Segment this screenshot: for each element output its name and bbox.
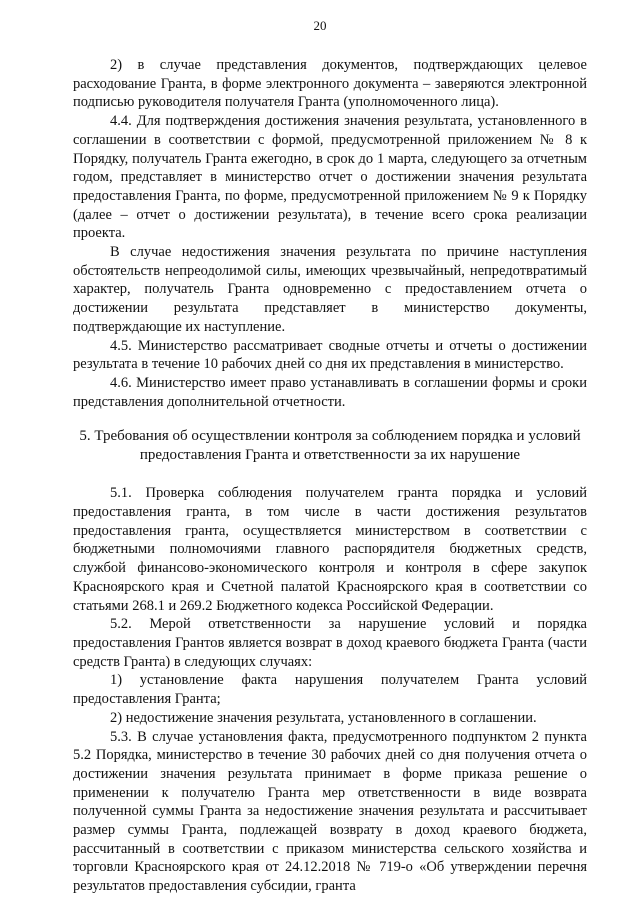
paragraph-force-majeure: В случае недостижения значения результата по причине наступления обстоятельств непреодолимой силы, имеющих чрезвычайный, непредотвратимый характер, получатель Гранта одновременно с предоставлением отчета о достижении результата представляет в министерство документы, подтверждающие их наступление. <box>73 244 587 335</box>
paragraph-5-3: 5.3. В случае установления факта, предусмотренного подпунктом 2 пункта 5.2 Порядка, министерство в течение 30 рабочих дней со дня получения отчета о достижении значения результата принимает в форме приказа решение о применении к получателю Гранта мер ответственности в виде возврата полученной суммы Гранта за недостижение значения результата и рассчитывает размер суммы Гранта, подлежащей возврату в доход краевого бюджета, рассчитанный в соответствии с приказом министерства сельского хозяйства и торговли Красноярского края от 24.12.2018 № 719-о «Об утверждении перечня результатов предоставления субсидии, гранта <box>73 728 587 895</box>
paragraph-electronic-signature: 2) в случае представления документов, подтверждающих целевое расходование Гранта, в форме электронного документа – заверяются электронной подписью руководителя получателя Гранта (уполномоченного лица). <box>73 57 587 111</box>
paragraph-4-5: 4.5. Министерство рассматривает сводные отчеты и отчеты о достижении результата в течение 10 рабочих дней со дня их представления в министерство. <box>73 337 587 373</box>
document-body <box>73 56 587 896</box>
page-number: 20 <box>313 18 327 33</box>
paragraph-4-4: 4.4. Для подтверждения достижения значения результата, установленного в соглашении в соответствии с формой, предусмотренной приложением № 8 к Порядку, получатель Гранта ежегодно, в срок до 1 марта, следующего за отчетным годом, представляет в министерство отчет о достижении значения результата предоставления Гранта, по форме, предусмотренной приложением № 9 к Порядку (далее – отчет о достижении результата), в течение всего срока реализации проекта. <box>73 113 587 242</box>
paragraph-5-2: 5.2. Мерой ответственности за нарушение условий и порядка предоставления Грантов является возврат в доход краевого бюджета Гранта (части средств Гранта) в следующих случаях: <box>73 616 587 670</box>
paragraph-5-1: 5.1. Проверка соблюдения получателем гранта порядка и условий предоставления гранта, в том числе в части достижения результатов предоставления гранта, осуществляется министерством в соответствии с бюджетными полномочиями главного распорядителя бюджетных средств, службой финансово-экономического контроля и контроля в сфере закупок Красноярского края и Счетной палатой Красноярского края в соответствии со статьями 268.1 и 269.2 Бюджетного кодекса Российской Федерации. <box>73 485 587 614</box>
paragraph-5-2-item-1: 1) установление факта нарушения получателем Гранта условий предоставления Гранта; <box>73 672 587 708</box>
paragraph-5-2-item-2: 2) недостижение значения результата, установленного в соглашении. <box>110 709 537 726</box>
section-5-heading: 5. Требования об осуществлении контроля за соблюдением порядка и условий предоставления Гранта и ответственности за их нарушение <box>79 428 581 464</box>
paragraph-4-6: 4.6. Министерство имеет право устанавливать в соглашении формы и сроки представления дополнительной отчетности. <box>73 374 587 410</box>
